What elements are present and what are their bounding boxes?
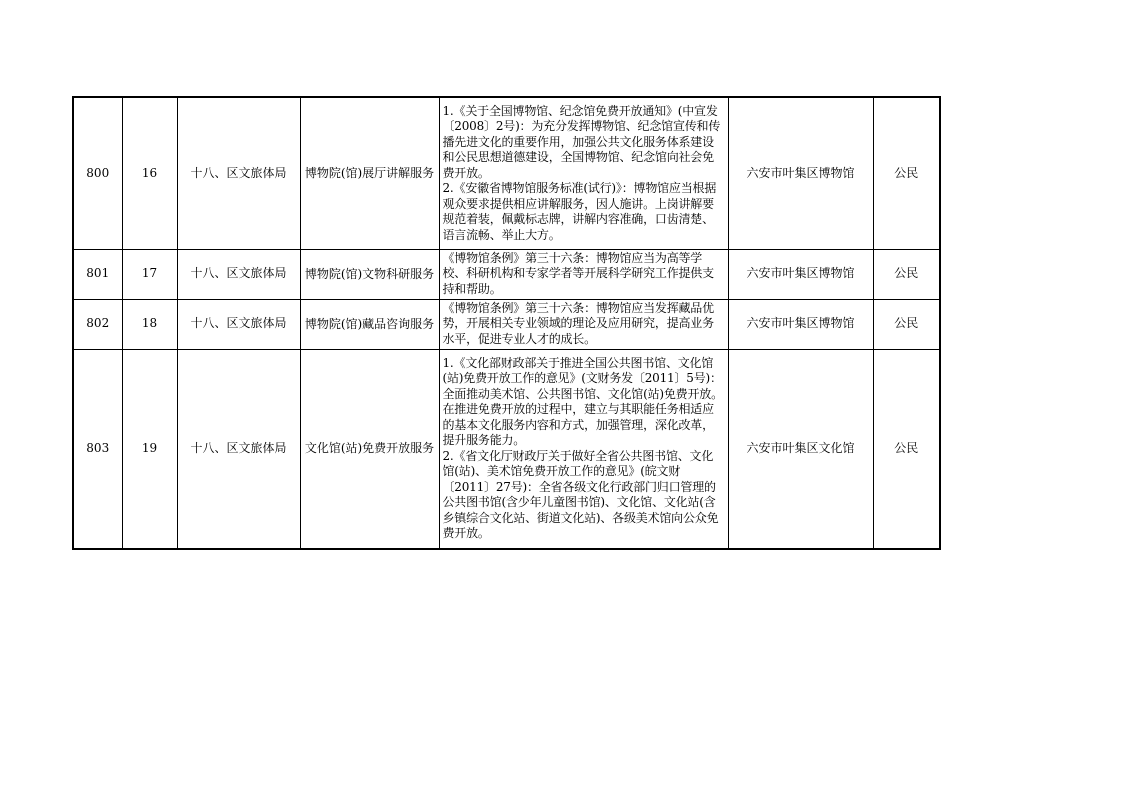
service-target-cell: 公民 [873, 249, 940, 299]
department-cell: 十八、区文旅体局 [177, 97, 300, 249]
row-number: 803 [73, 349, 122, 549]
row-number: 802 [73, 299, 122, 349]
table-row [73, 249, 940, 299]
department-cell: 十八、区文旅体局 [177, 249, 300, 299]
public-service-table [72, 96, 941, 550]
sub-number: 16 [122, 97, 177, 249]
provider-unit-cell: 六安市叶集区博物馆 [728, 97, 873, 249]
service-target-cell: 公民 [873, 349, 940, 549]
provider-unit-cell: 六安市叶集区文化馆 [728, 349, 873, 549]
service-item-cell: 博物院(馆)文物科研服务 [300, 249, 439, 299]
department-cell: 十八、区文旅体局 [177, 349, 300, 549]
table-row [73, 97, 940, 249]
service-item-cell: 博物院(馆)展厅讲解服务 [300, 97, 439, 249]
table-row [73, 299, 940, 349]
service-item-cell: 文化馆(站)免费开放服务 [300, 349, 439, 549]
legal-basis-cell: 1.《关于全国博物馆、纪念馆免费开放通知》(中宣发〔2008〕2号)：为充分发挥博物馆、纪念馆宣传和传播先进文化的重要作用，加强公共文化服务体系建设和公民思想道德建设，全国博物馆、纪念馆向社会免费开放。 2.《安徽省博物馆服务标准(试行)》：博物馆应当根据观众要求提供相应讲解服务，因人施讲。上岗讲解要规范着装，佩戴标志牌，讲解内容准确，口齿清楚、语言流畅、举止大方。 [439, 97, 728, 249]
row-number: 801 [73, 249, 122, 299]
department-cell: 十八、区文旅体局 [177, 299, 300, 349]
provider-unit-cell: 六安市叶集区博物馆 [728, 249, 873, 299]
service-target-cell: 公民 [873, 299, 940, 349]
sub-number: 19 [122, 349, 177, 549]
sub-number: 18 [122, 299, 177, 349]
service-target-cell: 公民 [873, 97, 940, 249]
provider-unit-cell: 六安市叶集区博物馆 [728, 299, 873, 349]
sub-number: 17 [122, 249, 177, 299]
legal-basis-cell: 1.《文化部财政部关于推进全国公共图书馆、文化馆(站)免费开放工作的意见》(文财务发〔2011〕5号)：全面推动美术馆、公共图书馆、文化馆(站)免费开放。在推进免费开放的过程中，建立与其职能任务相适应的基本文化服务内容和方式，加强管理，深化改革，提升服务能力。 2.《省文化厅财政厅关于做好全省公共图书馆、文化馆(站)、美术馆免费开放工作的意见》(皖文财〔2011〕27号)：全省各级文化行政部门归口管理的公共图书馆(含少年儿童图书馆)、文化馆、文化站(含乡镇综合文化站、街道文化站)、各级美术馆向公众免费开放。 [439, 349, 728, 549]
row-number: 800 [73, 97, 122, 249]
legal-basis-cell: 《博物馆条例》第三十六条：博物馆应当发挥藏品优势，开展相关专业领域的理论及应用研究，提高业务水平，促进专业人才的成长。 [439, 299, 728, 349]
legal-basis-cell: 《博物馆条例》第三十六条：博物馆应当为高等学校、科研机构和专家学者等开展科学研究工作提供支持和帮助。 [439, 249, 728, 299]
service-item-cell: 博物院(馆)藏品咨询服务 [300, 299, 439, 349]
table-row [73, 349, 940, 549]
